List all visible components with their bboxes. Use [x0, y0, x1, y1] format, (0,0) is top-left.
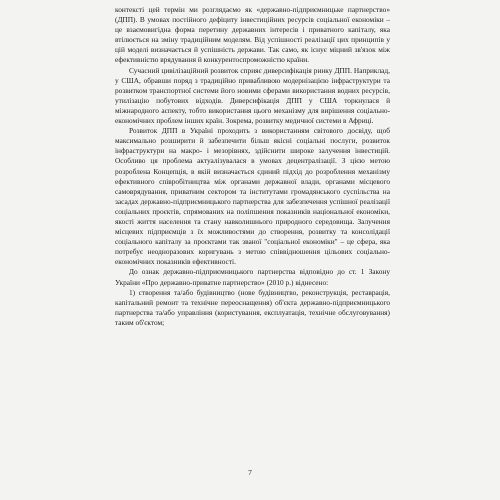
page-number: 7 [248, 468, 252, 477]
body-text [115, 5, 390, 328]
paragraph-diversification: Сучасний цивілізаційний розвиток сприяє диверсифікація ринку ДПП. Наприклад, у США, обравши поряд з традиційно привабливою модернізацією інфраструктури та розвитком транспортної системи його новими сферами використання водних ресурсів, утилізацію побутових відходів. Диверсифікація ДПП у США торкнулася й міжнародного аспекту, тобто використання цього механізму для вирішення соціально-економічних проблем інших країн. Зокрема, розвитку медичної системи в Африці. [115, 65, 390, 126]
list-item-1: 1) створення та/або будівництво (нове будівництво, реконструкція, реставрація, капітальний ремонт та технічне переоснащення) об'єкта державно-підприємницького партнерства та/або управління (користування, експлуатація, технічне обслуговування) таким об'єктом; [115, 287, 390, 327]
paragraph-law-features: До ознак державно-підприємницького партнерства відповідно до ст. 1 Закону України «Про державно-приватне партнерство» (2010 р.) віднесено: [115, 267, 390, 287]
paragraph-dpp-definition: контексті цей термін ми розглядаємо як «державно-підприємницьке партнерство» (ДПП). В умовах постійного дефіциту інвестиційних ресурсів соціальної економіки – це взаємовигідна форма перетину державних інтересів і приватного капіталу, яка втілюється на зміну традиційним моделям. Від успішності реалізації цих принципів у цій моделі визначається й успішність держави. Так само, як існує міцний зв'язок між ефективністю врядування й конкурентоспроможністю країни. [115, 5, 390, 65]
paragraph-ukraine-development: Розвиток ДПП в Україні проходить з використанням світового досвіду, щоб максимально розширити й забезпечити більш якісні соціальні послуги, розвиток інфраструктури на макро- і мезорівнях, здійснити широке залучення інвестицій. Особливо ця проблема актуалізувалася в умовах децентралізації. З цією метою розроблена Концепція, в якій визначається єдиний підхід до розроблення механізму ефективного співробітництва між органами державної влади, органами місцевого самоврядування, приватним сектором та інститутами громадянського суспільства на засадах державно-підприємницького партнерства для забезпечення успішної реалізації соціальних проєктів, спрямованих на поліпшення показників національної економіки, якості життя населення та стану навколишнього природного середовища. Залучення місцевих підприємців з їх можливостями до створення, розвитку та консолідації соціального капіталу за проєктами так званої "соціальної економіки" – це сфера, яка потребує неодноразових коригувань з метою співвідношення цільових соціально-економічних показників ефективності. [115, 126, 390, 267]
